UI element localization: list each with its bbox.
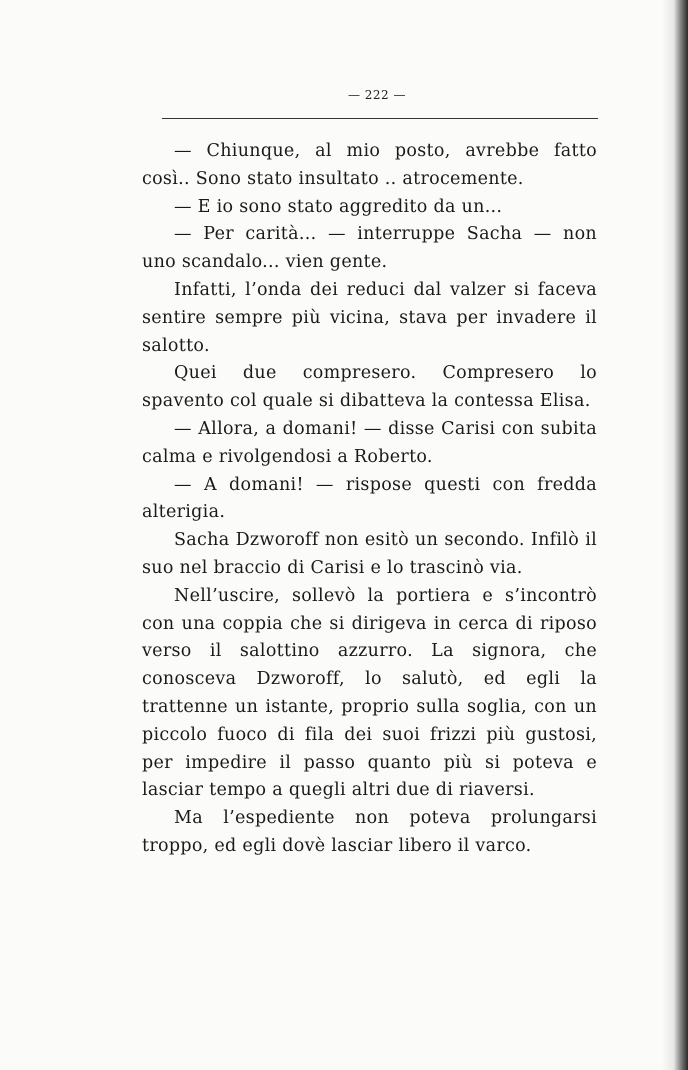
paragraph: — Chiunque, al mio posto, avrebbe fatto così.. Sono stato insultato .. atrocemente. xyxy=(142,141,597,189)
page-number: — 222 — xyxy=(347,88,407,102)
paragraph: — Per carità... — interruppe Sacha — non uno scandalo... vien gente. xyxy=(142,224,597,273)
paragraph: Infatti, l’onda dei reduci dal valzer si faceva sentire sempre più vicina, stava per invadere il salotto. xyxy=(142,279,597,356)
paragraph: Sacha Dzworoff non esitò un secondo. Infilò il suo nel braccio di Carisi e lo trascinò via. xyxy=(142,530,597,578)
paragraph: — Allora, a domani! — disse Carisi con subita calma e rivolgendosi a Roberto. xyxy=(142,418,597,467)
paragraph: — A domani! — rispose questi con fredda alterigia. xyxy=(142,474,597,523)
header-rule xyxy=(162,118,598,119)
page-edge-shadow xyxy=(662,0,688,1070)
paragraph: Nell’uscire, sollevò la portiera e s’incontrò con una coppia che si dirigeva in cerca di riposo verso il salottino azzurro. La signora, che conosceva Dzworoff, lo salutò, ed egli la trattenne un istante, proprio sulla soglia, con un piccolo fuoco di fila dei suoi frizzi più gustosi, per impedire il passo quanto più si poteva e lasciar tempo a quegli altri due di riaversi. xyxy=(142,585,597,801)
paragraph: Ma l’espediente non poteva prolungarsi troppo, ed egli dovè lasciar libero il varco. xyxy=(142,808,597,856)
paragraph: — E io sono stato aggredito da un... xyxy=(174,196,503,217)
body-text xyxy=(142,138,597,861)
paragraph: Quei due compresero. Compresero lo spavento col quale si dibatteva la contessa Elisa. xyxy=(142,363,597,412)
